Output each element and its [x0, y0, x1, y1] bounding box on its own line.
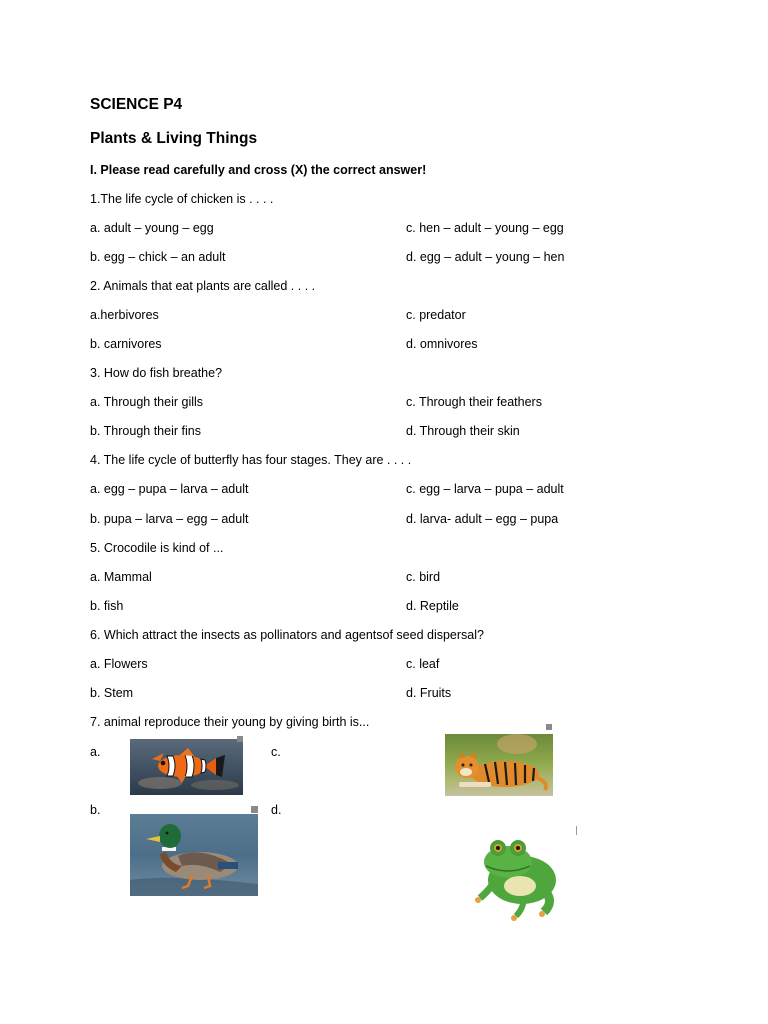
question-5-prompt: 5. Crocodile is kind of ...: [90, 541, 224, 555]
question-2-option-a[interactable]: a.herbivores: [90, 308, 159, 322]
image-resize-handle[interactable]: [237, 736, 243, 742]
instruction-text: I. Please read carefully and cross (X) the correct answer!: [90, 163, 427, 177]
question-4-option-c[interactable]: c. egg – larva – pupa – adult: [406, 482, 564, 496]
page-title: SCIENCE P4: [90, 96, 183, 113]
question-1-option-a[interactable]: a. adult – young – egg: [90, 221, 214, 235]
question-2-option-b[interactable]: b. carnivores: [90, 337, 162, 351]
image-resize-handle[interactable]: [251, 806, 258, 813]
question-7-prompt: 7. animal reproduce their young by giving birth is...: [90, 715, 370, 729]
question-5-option-c[interactable]: c. bird: [406, 570, 441, 584]
question-3-option-a[interactable]: a. Through their gills: [90, 395, 204, 409]
duck-icon: [130, 814, 258, 896]
question-2-option-c[interactable]: c. predator: [406, 308, 466, 322]
question-5-option-a[interactable]: a. Mammal: [90, 570, 152, 584]
frog-image[interactable]: [464, 826, 574, 924]
frog-icon: [464, 826, 574, 924]
question-1-option-b[interactable]: b. egg – chick – an adult: [90, 250, 226, 264]
question-5-option-b[interactable]: b. fish: [90, 599, 124, 613]
question-6-option-b[interactable]: b. Stem: [90, 686, 134, 700]
question-3-prompt: 3. How do fish breathe?: [90, 366, 223, 380]
question-6-option-a[interactable]: a. Flowers: [90, 657, 148, 671]
question-2-option-d[interactable]: d. omnivores: [406, 337, 478, 351]
clownfish-image[interactable]: [130, 739, 243, 795]
question-1-option-d[interactable]: d. egg – adult – young – hen: [406, 250, 565, 264]
question-6-prompt: 6. Which attract the insects as pollinators and agentsof seed dispersal?: [90, 628, 484, 642]
question-7-option-a-letter[interactable]: a.: [90, 745, 101, 759]
duck-image[interactable]: [130, 814, 258, 896]
question-4-option-b[interactable]: b. pupa – larva – egg – adult: [90, 512, 249, 526]
question-1-option-c[interactable]: c. hen – adult – young – egg: [406, 221, 564, 235]
question-4-prompt: 4. The life cycle of butterfly has four stages. They are . . . .: [90, 453, 412, 467]
question-3-option-c[interactable]: c. Through their feathers: [406, 395, 542, 409]
question-3-option-d[interactable]: d. Through their skin: [406, 424, 520, 438]
tiger-image[interactable]: [445, 734, 553, 796]
question-6-option-d[interactable]: d. Fruits: [406, 686, 452, 700]
image-resize-handle[interactable]: [576, 826, 577, 835]
question-6-option-c[interactable]: c. leaf: [406, 657, 440, 671]
image-resize-handle[interactable]: [546, 724, 552, 730]
question-7-option-b-letter[interactable]: b.: [90, 803, 101, 817]
tiger-icon: [445, 734, 553, 796]
question-5-option-d[interactable]: d. Reptile: [406, 599, 459, 613]
question-4-option-a[interactable]: a. egg – pupa – larva – adult: [90, 482, 249, 496]
question-7-option-c-letter[interactable]: c.: [271, 745, 281, 759]
page-subtitle: Plants & Living Things: [90, 130, 258, 147]
clownfish-icon: [130, 739, 243, 795]
question-1-prompt: 1.The life cycle of chicken is . . . .: [90, 192, 274, 206]
question-3-option-b[interactable]: b. Through their fins: [90, 424, 201, 438]
question-7-option-d-letter[interactable]: d.: [271, 803, 282, 817]
question-2-prompt: 2. Animals that eat plants are called . . . .: [90, 279, 316, 293]
question-4-option-d[interactable]: d. larva- adult – egg – pupa: [406, 512, 559, 526]
